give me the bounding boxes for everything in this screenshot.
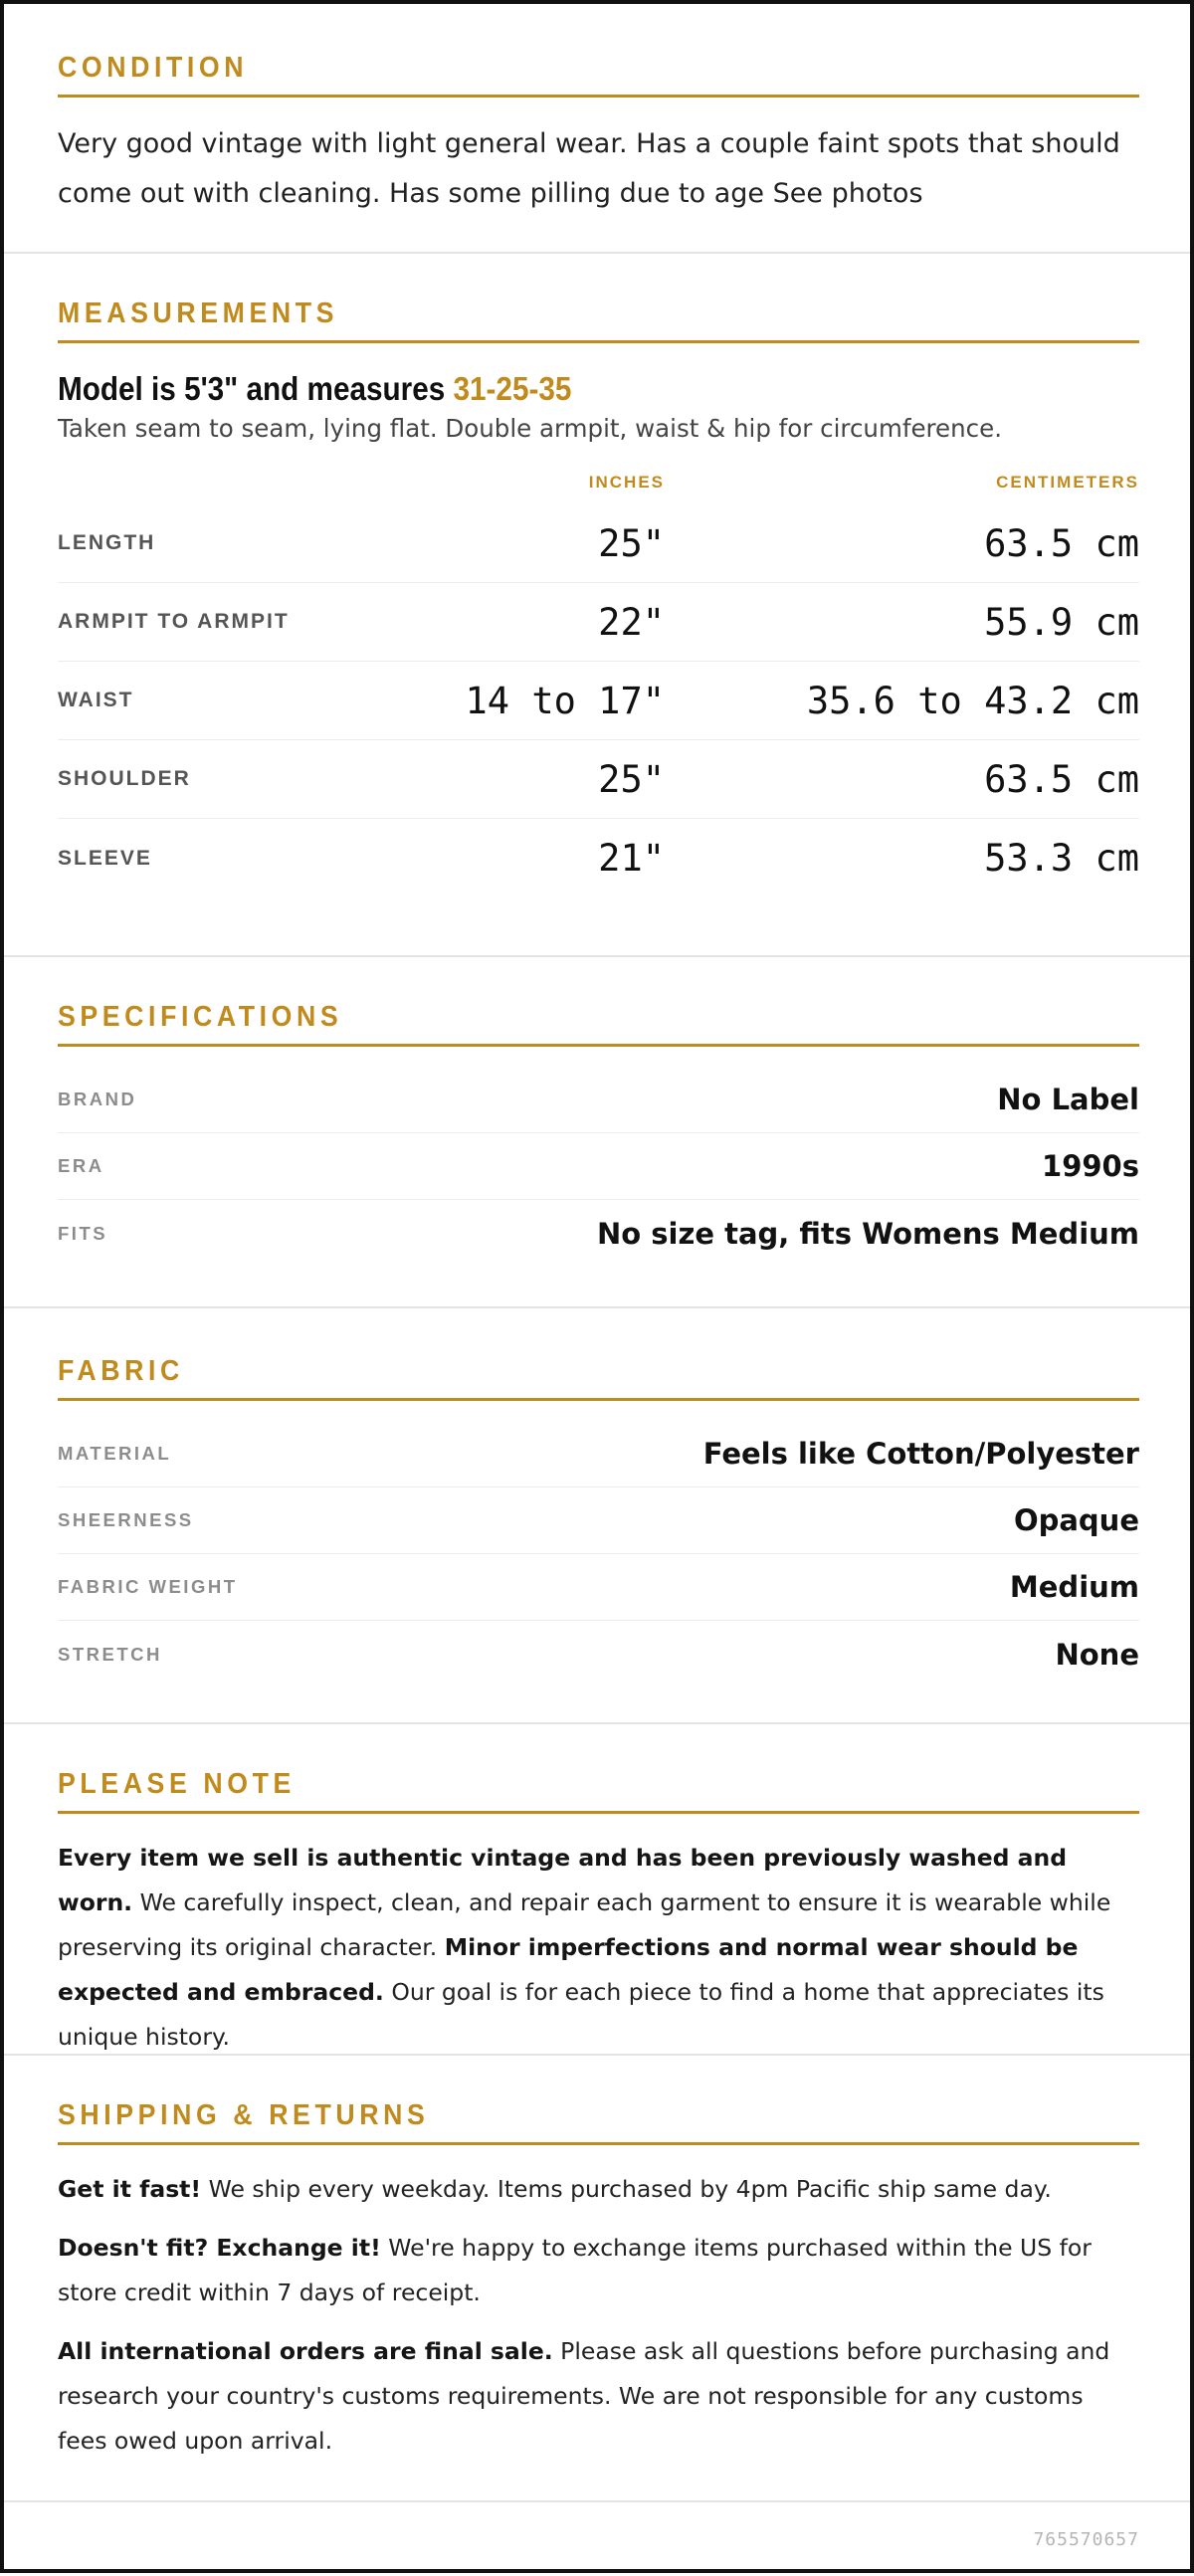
shipping-bold: Doesn't fit? Exchange it! — [58, 2234, 381, 2262]
fabric-label: STRETCH — [58, 1643, 162, 1665]
shipping-paragraph-international — [58, 2329, 1139, 2464]
fabric-section — [4, 1308, 1190, 1724]
row-centimeters: 53.3 cm — [984, 837, 1139, 880]
table-row — [58, 740, 1139, 819]
list-item — [58, 1200, 1139, 1267]
condition-heading: CONDITION — [58, 52, 249, 84]
condition-section — [4, 4, 1190, 254]
measurements-heading-rule — [58, 297, 1139, 343]
list-item — [58, 1554, 1139, 1621]
shipping-bold: All international orders are final sale. — [58, 2337, 553, 2365]
row-inches: 25" — [598, 757, 665, 801]
model-value: 31-25-35 — [453, 370, 572, 407]
fabric-value: Medium — [1009, 1570, 1139, 1604]
row-inches: 21" — [598, 837, 665, 880]
list-item — [58, 1421, 1139, 1487]
fabric-heading-rule — [58, 1355, 1139, 1401]
row-label: ARMPIT TO ARMPIT — [58, 610, 290, 633]
please-note-heading-rule — [58, 1768, 1139, 1814]
fabric-label: FABRIC WEIGHT — [58, 1576, 238, 1597]
spec-value: No Label — [997, 1083, 1139, 1116]
list-item — [58, 1621, 1139, 1687]
row-inches: 22" — [598, 600, 665, 644]
table-row — [58, 662, 1139, 740]
table-row — [58, 819, 1139, 897]
measurements-subtitle: Taken seam to seam, lying flat. Double armpit, waist & hip for circumference. — [58, 414, 1002, 443]
condition-heading-rule — [58, 52, 1139, 98]
spec-label: FITS — [58, 1222, 108, 1244]
shipping-text: We ship every weekday. Items purchased by 4pm Pacific ship same day. — [201, 2175, 1052, 2203]
shipping-paragraph-exchange — [58, 2226, 1139, 2315]
row-centimeters: 63.5 cm — [984, 521, 1139, 565]
shipping-returns-section — [4, 2056, 1190, 2502]
please-note-text — [58, 1836, 1139, 2060]
spec-value: 1990s — [1042, 1149, 1139, 1183]
table-row — [58, 504, 1139, 583]
specifications-heading-rule — [58, 1001, 1139, 1047]
row-inches: 25" — [598, 521, 665, 565]
please-note-section — [4, 1724, 1190, 2056]
model-prefix: Model is 5'3" and measures — [58, 370, 454, 407]
shipping-text: We're happy to exchange items purchased within the US for store credit within 7 days of receipt. — [58, 2234, 1092, 2306]
specifications-heading: SPECIFICATIONS — [58, 1001, 343, 1033]
measurements-section — [4, 254, 1190, 957]
spec-value: No size tag, fits Womens Medium — [596, 1216, 1139, 1251]
note-text-2: Our goal is for each piece to find a home that appreciates its unique history. — [58, 1978, 1104, 2051]
fabric-value: Opaque — [1013, 1503, 1139, 1537]
fabric-label: MATERIAL — [58, 1443, 172, 1464]
table-row — [58, 583, 1139, 662]
specifications-list — [58, 1067, 1139, 1267]
spec-label: ERA — [58, 1155, 104, 1176]
shipping-heading: SHIPPING & RETURNS — [58, 2099, 430, 2131]
shipping-bold: Get it fast! — [58, 2175, 202, 2203]
note-text-1: We carefully inspect, clean, and repair each garment to ensure it is wearable while preserving its original character. — [58, 1888, 1111, 1961]
spec-label: BRAND — [58, 1089, 137, 1109]
model-measurements — [58, 370, 1031, 408]
row-centimeters: 55.9 cm — [984, 600, 1139, 644]
row-label: LENGTH — [58, 531, 156, 554]
list-item — [58, 1067, 1139, 1133]
fabric-label: SHEERNESS — [58, 1509, 194, 1530]
fabric-value: None — [1055, 1637, 1139, 1672]
fabric-value: Feels like Cotton/Polyester — [702, 1437, 1139, 1471]
row-centimeters: 63.5 cm — [984, 757, 1139, 801]
row-centimeters: 35.6 to 43.2 cm — [806, 679, 1139, 722]
col-header-centimeters: CENTIMETERS — [996, 473, 1139, 492]
measurements-table — [58, 461, 1139, 897]
note-bold-1: Every item we sell is authentic vintage and has been previously washed and worn. — [58, 1844, 1068, 1916]
item-code: 765570657 — [1033, 2528, 1139, 2550]
footer — [4, 2502, 1190, 2576]
row-label: SLEEVE — [58, 846, 152, 870]
list-item — [58, 1487, 1139, 1554]
row-inches: 14 to 17" — [465, 679, 665, 722]
shipping-text: Please ask all questions before purchasing and research your country's customs requirements. We are not responsible for any customs fees owed upon arrival. — [58, 2337, 1110, 2455]
row-label: WAIST — [58, 689, 134, 711]
row-label: SHOULDER — [58, 767, 191, 790]
list-item — [58, 1133, 1139, 1200]
please-note-heading: PLEASE NOTE — [58, 1768, 296, 1800]
note-bold-2: Minor imperfections and normal wear should be expected and embraced. — [58, 1933, 1079, 2006]
fabric-list — [58, 1421, 1139, 1687]
measurements-table-header — [58, 461, 1139, 504]
col-header-inches: INCHES — [588, 473, 665, 492]
measurements-heading: MEASUREMENTS — [58, 297, 338, 329]
shipping-heading-rule — [58, 2099, 1139, 2145]
condition-text: Very good vintage with light general wear. Has a couple faint spots that should come out with cleaning. Has some pilling due to age See photos — [58, 128, 1120, 209]
fabric-heading: FABRIC — [58, 1355, 184, 1387]
specifications-section — [4, 957, 1190, 1308]
shipping-paragraph-fast — [58, 2167, 1139, 2212]
